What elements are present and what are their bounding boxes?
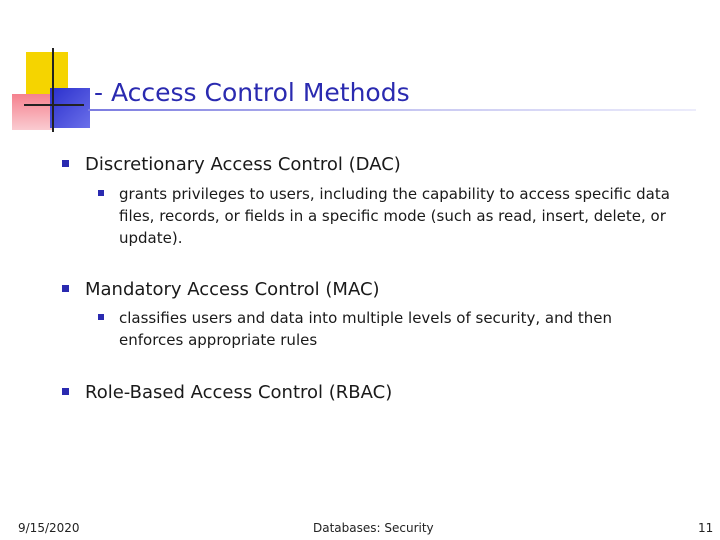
footer-page-number: 11: [698, 521, 714, 535]
bullet-dac: [62, 154, 401, 175]
sub-bullet-dac: [98, 183, 678, 249]
bullet-dac-label: Discretionary Access Control (DAC): [85, 154, 401, 175]
square-bullet-icon: [62, 285, 69, 292]
logo-vertical-line: [52, 48, 54, 132]
slide-title: - Access Control Methods: [94, 78, 410, 107]
footer-date: 9/15/2020: [18, 521, 80, 535]
square-bullet-icon: [62, 388, 69, 395]
title-underline: [88, 109, 696, 111]
sub-bullet-dac-text: grants privileges to users, including the capability to access specific data files, records, or fields in a specific mode (such as read, insert, delete, or update).: [119, 185, 670, 247]
logo-red-square: [12, 94, 54, 130]
sub-bullet-mac: [98, 307, 678, 351]
logo-horizontal-line: [24, 104, 84, 106]
sub-bullet-mac-text: classifies users and data into multiple levels of security, and then enforces appropriate rules: [119, 309, 613, 349]
square-bullet-icon: [98, 190, 104, 196]
bullet-mac-label: Mandatory Access Control (MAC): [85, 279, 380, 300]
logo-blue-square: [50, 88, 90, 128]
footer-title: Databases: Security: [313, 521, 434, 535]
bullet-mac: [62, 279, 380, 300]
square-bullet-icon: [62, 160, 69, 167]
bullet-rbac-label: Role-Based Access Control (RBAC): [85, 382, 393, 403]
bullet-rbac: [62, 382, 392, 403]
square-bullet-icon: [98, 314, 104, 320]
